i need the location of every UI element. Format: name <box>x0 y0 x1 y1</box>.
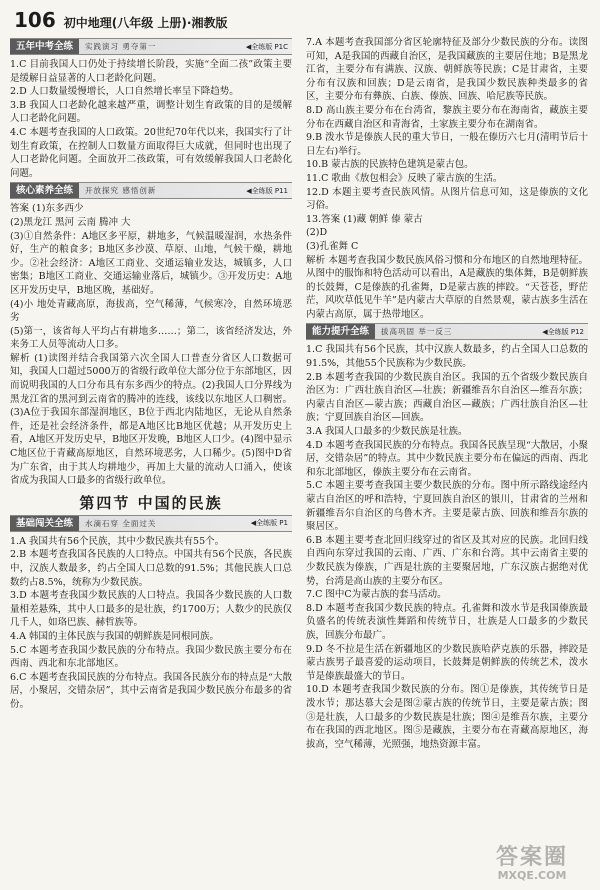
answer-item: 1.C 我国共有56个民族，其中汉族人数最多，约占全国人口总数的91.5%，其他55个民族称为少数民族。 <box>306 344 588 370</box>
banner-subtitle: 开放探究 感悟创新 <box>85 186 157 196</box>
banner-title: 能力提升全练 <box>306 324 375 339</box>
answer-item: 12.D 本题主要考查民族风情。从图片信息可知，这是傣族的文化习俗。 <box>306 186 588 212</box>
answer-item: 5.C 本题主要考查我国主要少数民族的分布。图中所示路线途经内蒙古自治区的呼和浩特，宁夏回族自治区的银川，甘肃省的兰州和新疆维吾尔自治区的乌鲁木齐。主要是蒙古族、回族和维吾尔族的聚居区。 <box>306 480 588 533</box>
banner-title: 基础闯关全练 <box>10 516 79 531</box>
answer-item: 解析 本题考查我国少数民族风俗习惯和分布地区的自然地理特征。从图中的服饰和特色活动可以看出，A是藏族的集体舞，B是朝鲜族的长鼓舞，C是傣族的孔雀舞，D是蒙古族的摔跤。“天苍苍，野茫茫，风吹草低见牛羊”是内蒙古大草原的自然景观，蒙古族多生活在内蒙古高原，属于热带地区。 <box>306 254 588 320</box>
answer-item: 5.C 本题考查我国少数民族的分布特点。我国少数民族主要分布在西南、西北和东北部地区。 <box>10 644 292 670</box>
watermark <box>472 846 592 886</box>
answer-item: 3.D 本题考查我国少数民族的人口特点。我国各少数民族的人口数量相差悬殊，其中人口最多的是壮族，约1700万；人数少的民族仅几千人，如珞巴族、赫哲族等。 <box>10 590 292 629</box>
answer-item: 6.C 本题考查我国民族的分布特点。我国各民族分布的特点是“大散居，小聚居，交错杂居”，其中云南省是我国少数民族分布最多的省份。 <box>10 671 292 710</box>
answer-item: (4)小 地处青藏高原，海拔高，空气稀薄，气候寒冷，自然环境恶劣 <box>10 298 292 324</box>
left-column <box>10 36 292 712</box>
banner-subtitle: 实践演习 勇夺第一 <box>85 42 157 51</box>
answer-item: 4.C 本题考查我国的人口政策。20世纪70年代以来，我国实行了计划生育政策，在控制人口数量方面取得巨大成就，但同时也出现了人口老龄化问题。全面放开二孩政策，可有效缓解我国人口老龄化问题。 <box>10 126 292 179</box>
banner-jichu-chuangguan <box>10 515 292 532</box>
banner-nengli-tisheng <box>306 323 588 340</box>
banner-hexin-suyang <box>10 182 292 199</box>
banner-subtitle: 水滴石穿 全面过关 <box>85 518 157 528</box>
watermark-domain: MXQE.COM <box>497 869 567 882</box>
answer-item: (2)D <box>306 227 328 239</box>
banner-page-ref: ◀全练版 P1 <box>250 519 288 528</box>
banner-page-ref: ◀全练版 P12 <box>542 327 584 336</box>
answer-item: 解析 (1)读图并结合我国第六次全国人口普查分省区人口数据可知，我国人口超过5000万的省级行政单位大部分位于东部地区，因而说明我国的人口分布具有东多西少的特点。(2)我国人口分界线为黑龙江省的黑河到云南省的腾冲的连线，该线以东地区人口稠密。(3)A位于我国东部湿润地区，B位于西北内陆地区，无论从自然条件，还是社会经济条件，都是A地区比B地区优越；从开发历史上看，A地区开发历史早，B地区开发晚，B地区人口少。(4)图中显示C地区位于青藏高原地区，自然环境恶劣，人口稀少。(5)图中D省为广东省，由于其人均耕地少，再加上大量的流动人口涌入，使该省成为我国人口最多的省级行政单位。 <box>10 352 292 487</box>
answer-item: 3.A 我国人口最多的少数民族是壮族。 <box>306 426 468 438</box>
answer-item: 6.B 本题主要考查北回归线穿过的省区及其对应的民族。北回归线自西向东穿过我国的云南、广西、广东和台湾。其中云南省主要的少数民族为傣族，广西是壮族的主要聚居地，广东汉族占据绝对优势，台湾是高山族的主要分布区。 <box>306 534 588 587</box>
book-title: 初中地理(八年级 上册)·湘教版 <box>63 16 228 30</box>
answer-item: 1.A 我国共有56个民族，其中少数民族共有55个。 <box>10 535 225 547</box>
answer-item: 2.D 人口数量缓慢增长，人口自然增长率呈下降趋势。 <box>10 86 239 98</box>
banner-page-ref: ◀全练版 P11 <box>246 186 288 195</box>
answer-item: 9.B 泼水节是傣族人民的重大节日，一般在傣历六七月(清明节后十日左右)举行。 <box>306 132 588 157</box>
banner-title: 核心素养全练 <box>10 183 79 198</box>
page-header <box>14 8 586 34</box>
answer-item: 10.B 蒙古族的民族特色建筑是蒙古包。 <box>306 159 474 171</box>
answer-item: 3.B 我国人口老龄化越来越严重，调整计划生育政策的目的是缓解人口老龄化问题。 <box>10 99 292 125</box>
answer-item: 1.C 目前我国人口仍处于持续增长阶段，实施“全面二孩”政策主要是缓解日益显著的人口老龄化问题。 <box>10 59 292 84</box>
banner-subtitle: 拔高巩固 举一反三 <box>381 327 453 337</box>
watermark-text: 答案圈 <box>495 845 568 870</box>
answer-item: (3)①自然条件：A地区多平原，耕地多，气候温暖湿润，水热条件好，生产的粮食多；B地区多沙漠、草原、山地，气候干燥，耕地少。②社会经济：A地区工商业、交通运输业发达，城镇多，人口密集；B地区工商业、交通运输业落后，城镇少。③开发历史：A地区开发历史早，B地区晚，基础好。 <box>10 230 292 296</box>
answer-item: 13.答案 (1)藏 朝鲜 傣 蒙古 <box>306 213 423 225</box>
answer-item: 7.A 本题考查我国部分省区轮廓特征及部分少数民族的分布。读图可知，A是我国的西藏自治区，是我国藏族的主要居住地；B是黑龙江省，主要分布有满族、汉族、朝鲜族等民族；C是甘肃省，主要分布有汉族和回族；D是云南省，是我国少数民族种类最多的省区，主要分布有彝族、白族、傣族、回族、哈尼族等民族。 <box>306 37 588 103</box>
right-column <box>306 36 588 751</box>
answer-item: 2.B 本题考查我国的少数民族自治区。我国的五个省级少数民族自治区为：广西壮族自治区—壮族；新疆维吾尔自治区—维吾尔族；内蒙古自治区—蒙古族；西藏自治区—藏族；广西壮族自治区—壮族；宁夏回族自治区—回族。 <box>306 371 588 424</box>
answer-item: 4.A 韩国的主体民族与我国的朝鲜族是同根同族。 <box>10 630 219 642</box>
answer-item: 2.B 本题考查我国各民族的人口特点。中国共有56个民族，各民族中，汉族人数最多，约占全国人口总数的91.5%；其他民族人口总数约占8.5%，统称为少数民族。 <box>10 549 292 588</box>
section-title: 第四节 中国的民族 <box>79 493 223 512</box>
answer-item: 8.D 高山族主要分布在台湾省，黎族主要分布在海南省，藏族主要分布在西藏自治区和青海省，土家族主要分布在湖南省。 <box>306 104 588 130</box>
banner-page-ref: ◀全练版 P1C <box>245 42 288 51</box>
answer-item: 10.D 本题考查我国少数民族的分布。图①是傣族，其传统节日是泼水节；那达慕大会是图②蒙古族的传统节日，主要是蒙古族；图③是壮族，人口最多的少数民族是壮族；图④是维吾尔族，主要分布在我国的西北地区。图⑤是藏族，主要分布在青藏高原地区，海拔高，空气稀薄，光照强，地热资源丰富。 <box>306 684 588 750</box>
answer-item: 答案 (1)东多西少 <box>10 203 84 215</box>
answer-item: (3)孔雀舞 C <box>306 240 359 252</box>
banner-wunian-zhongkao <box>10 38 292 55</box>
page-number: 106 <box>14 8 56 32</box>
answer-item: 7.C 图中C为蒙古族的套马活动。 <box>306 589 447 601</box>
answer-item: 11.C 歌曲《敖包相会》反映了蒙古族的生活。 <box>306 172 503 184</box>
answer-item: (5)第一，该省每人平均占有耕地多……；第二，该省经济发达，外来务工人员等流动人口多。 <box>10 325 292 351</box>
banner-title: 五年中考全练 <box>10 39 79 54</box>
answer-item: 4.D 本题考查我国民族的分布特点。我国各民族呈现“大散居，小聚居，交错杂居”的特点。其中少数民族主要分布在偏远的西南、西北和东北部地区，傣族主要分布在云南省。 <box>306 439 588 478</box>
answer-item: 9.D 冬不拉是生活在新疆地区的少数民族哈萨克族的乐器，摔跤是蒙古族男子最喜爱的运动项目，长鼓舞是朝鲜族的传统艺术，泼水节是傣族最盛大的节日。 <box>306 643 588 682</box>
answer-item: 8.D 本题考查我国少数民族的特点。孔雀舞和泼水节是我国傣族最负盛名的传统表演性舞蹈和传统节日，壮族是人口最多的少数民族，回族分布最广。 <box>306 602 588 641</box>
answer-item: (2)黑龙江 黑河 云南 腾冲 大 <box>10 216 131 228</box>
